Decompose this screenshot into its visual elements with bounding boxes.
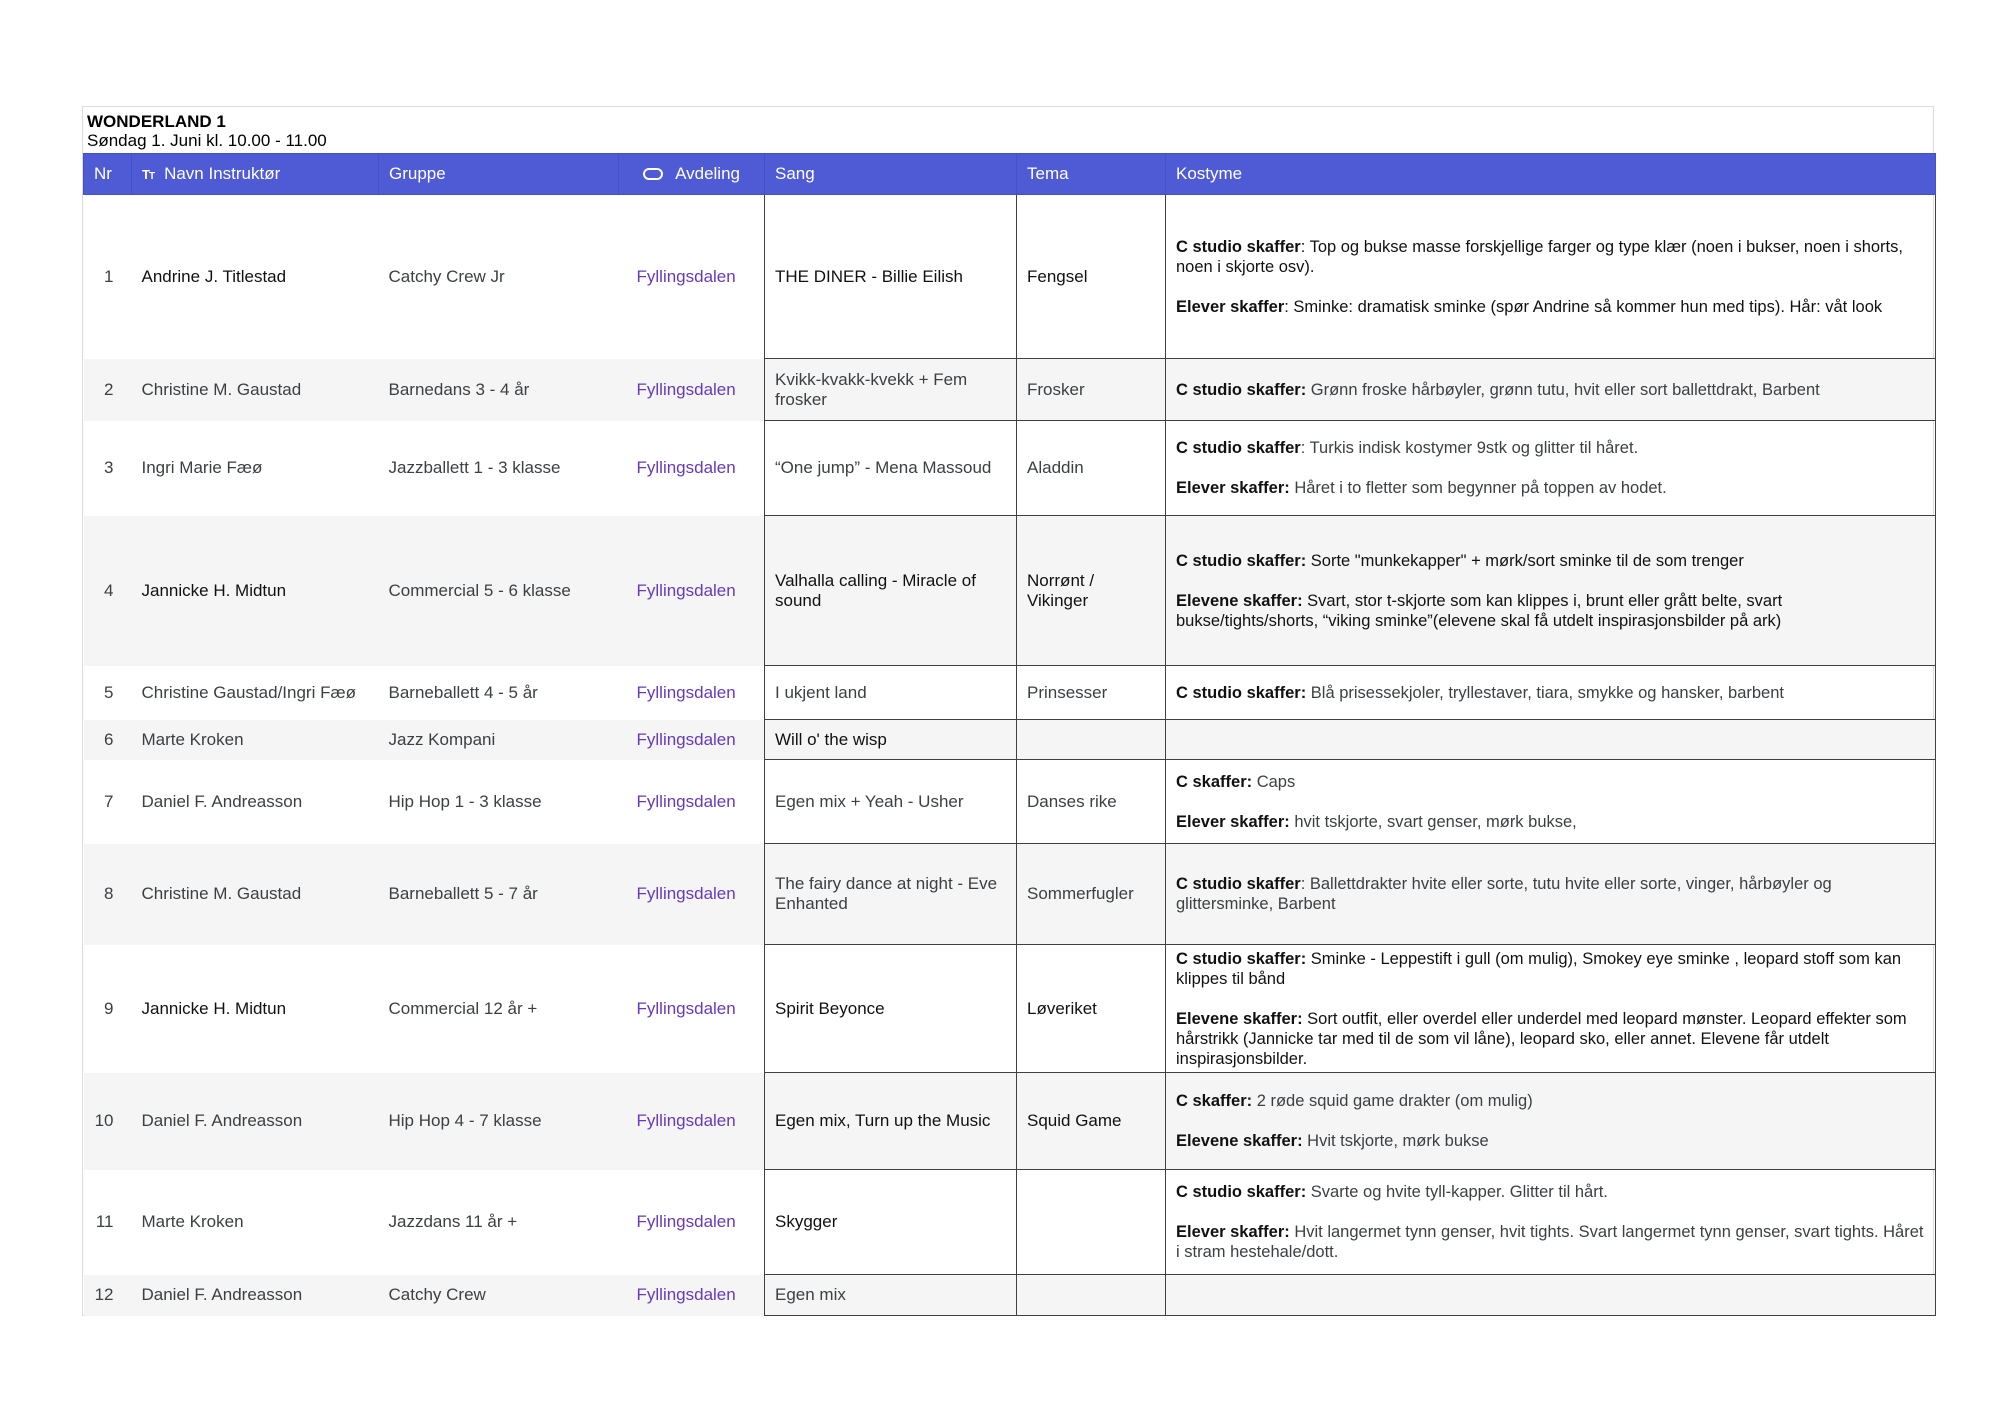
song-cell: “One jump” - Mena Massoud [765, 421, 1017, 516]
costume-line [1176, 1131, 1925, 1151]
row-number: 8 [84, 844, 132, 945]
costume-line-label: C studio skaffer [1176, 439, 1301, 457]
instructor-name: Christine Gaustad/Ingri Fæø [132, 666, 379, 720]
column-header-sang[interactable]: Sang [765, 154, 1017, 195]
instructor-name: Daniel F. Andreasson [132, 1073, 379, 1170]
instructor-name: Ingri Marie Fæø [132, 421, 379, 516]
table-row [84, 844, 1936, 945]
group-name: Jazzdans 11 år + [379, 1170, 619, 1275]
costume-line-label: C skaffer: [1176, 772, 1253, 791]
song-cell: Egen mix, Turn up the Music [765, 1073, 1017, 1170]
costume-cell [1166, 1170, 1936, 1275]
row-number: 10 [84, 1073, 132, 1170]
costume-line-label: C studio skaffer: [1176, 683, 1307, 702]
song-cell: Valhalla calling - Miracle of sound [765, 516, 1017, 666]
group-name: Jazz Kompani [379, 720, 619, 760]
group-name: Hip Hop 4 - 7 klasse [379, 1073, 619, 1170]
theme-cell [1017, 1170, 1166, 1275]
costume-line-text: Sminke - Leppestift i gull (om mulig), Smokey eye sminke , leopard stoff som kan klippes til bånd [1176, 949, 1902, 988]
table-row [84, 195, 1936, 359]
costume-line-label: Elever skaffer [1176, 297, 1285, 316]
costume-gap [1176, 989, 1925, 1009]
costume-line-label: C studio skaffer: [1176, 380, 1307, 399]
costume-gap [1176, 1202, 1925, 1222]
sheet-subtitle: Søndag 1. Juni kl. 10.00 - 11.00 [87, 131, 327, 150]
costume-gap [1176, 1111, 1925, 1131]
costume-line-text: : Top og bukse masse forskjellige farger og type klær (noen i bukser, noen i shorts, noen i skjorte osv). [1176, 237, 1903, 276]
group-name: Barneballett 4 - 5 år [379, 666, 619, 720]
costume-line-label: Elever skaffer: [1176, 479, 1290, 497]
column-header-tema[interactable]: Tema [1017, 154, 1166, 195]
theme-cell: Sommerfugler [1017, 844, 1166, 945]
column-header-navn[interactable] [132, 154, 379, 195]
costume-line-text: Svarte og hvite tyll-kapper. Glitter til hårt. [1306, 1183, 1608, 1201]
group-name: Barneballett 5 - 7 år [379, 844, 619, 945]
costume-cell [1166, 760, 1936, 844]
costume-line-text: Hvit langermet tynn genser, hvit tights. Svart langermet tynn genser, svart tights. Håret i stram hestehale/dott. [1176, 1223, 1924, 1261]
costume-cell [1166, 359, 1936, 421]
department-link[interactable]: Fyllingsdalen [619, 1275, 765, 1316]
costume-line-text: Blå prisessekjoler, tryllestaver, tiara, smykke og hansker, barbent [1306, 683, 1784, 702]
group-name: Barnedans 3 - 4 år [379, 359, 619, 421]
table-row [84, 666, 1936, 720]
row-number: 6 [84, 720, 132, 760]
song-cell: I ukjent land [765, 666, 1017, 720]
costume-line-label: C studio skaffer: [1176, 1183, 1307, 1201]
costume-line [1176, 438, 1925, 458]
costume-line [1176, 1091, 1925, 1111]
department-link[interactable]: Fyllingsdalen [619, 1073, 765, 1170]
costume-line-label: Elevene skaffer: [1176, 591, 1303, 610]
costume-line-text: : Turkis indisk kostymer 9stk og glitter til håret. [1300, 439, 1639, 457]
costume-line-text: Caps [1252, 772, 1296, 791]
row-number: 4 [84, 516, 132, 666]
costume-cell [1166, 421, 1936, 516]
theme-cell: Danses rike [1017, 760, 1166, 844]
department-link[interactable]: Fyllingsdalen [619, 359, 765, 421]
row-number: 5 [84, 666, 132, 720]
table-row [84, 516, 1936, 666]
theme-cell: Fengsel [1017, 195, 1166, 359]
costume-line-text: 2 røde squid game drakter (om mulig) [1252, 1092, 1533, 1110]
department-link[interactable]: Fyllingsdalen [619, 844, 765, 945]
column-header-avdeling[interactable] [619, 154, 765, 195]
table-row [84, 421, 1936, 516]
column-header-navn-label: Navn Instruktør [164, 164, 281, 183]
department-link[interactable]: Fyllingsdalen [619, 516, 765, 666]
table-row [84, 359, 1936, 421]
row-number: 11 [84, 1170, 132, 1275]
costume-cell [1166, 666, 1936, 720]
group-name: Hip Hop 1 - 3 klasse [379, 760, 619, 844]
costume-line [1176, 591, 1925, 631]
costume-line-label: Elevene skaffer: [1176, 1132, 1303, 1150]
song-cell: Egen mix + Yeah - Usher [765, 760, 1017, 844]
costume-gap [1176, 458, 1925, 478]
costume-gap [1176, 792, 1925, 812]
table-row [84, 720, 1936, 760]
department-link[interactable]: Fyllingsdalen [619, 195, 765, 359]
instructor-name: Daniel F. Andreasson [132, 1275, 379, 1316]
sheet-title: WONDERLAND 1 [87, 112, 226, 131]
group-name: Commercial 5 - 6 klasse [379, 516, 619, 666]
costume-line-label: C studio skaffer [1176, 237, 1301, 256]
instructor-name: Christine M. Gaustad [132, 359, 379, 421]
column-header-kostyme[interactable]: Kostyme [1166, 154, 1936, 195]
department-link[interactable]: Fyllingsdalen [619, 666, 765, 720]
costume-line-text: hvit tskjorte, svart genser, mørk bukse, [1289, 812, 1577, 831]
link-icon [643, 168, 663, 180]
costume-line [1176, 812, 1925, 832]
instructor-name: Daniel F. Andreasson [132, 760, 379, 844]
song-cell: Will o' the wisp [765, 720, 1017, 760]
song-cell: Kvikk-kvakk-kvekk + Fem frosker [765, 359, 1017, 421]
instructor-name: Jannicke H. Midtun [132, 516, 379, 666]
costume-line [1176, 380, 1925, 400]
costume-line [1176, 949, 1925, 989]
costume-line [1176, 478, 1925, 498]
theme-cell: Prinsesser [1017, 666, 1166, 720]
instructor-name: Marte Kroken [132, 720, 379, 760]
row-number: 7 [84, 760, 132, 844]
costume-line-text: Sort outfit, eller overdel eller underdel med leopard mønster. Leopard effekter som hårstrikk (Jannicke tar med til de som vil låne), leopard sko, eller annet. Elevene får utdelt inspirasjonsbilder. [1176, 1009, 1907, 1068]
header-row [84, 154, 1936, 195]
instructor-name: Andrine J. Titlestad [132, 195, 379, 359]
instructor-name: Marte Kroken [132, 1170, 379, 1275]
theme-cell [1017, 1275, 1166, 1316]
table-row [84, 945, 1936, 1073]
costume-line-text: Grønn froske hårbøyler, grønn tutu, hvit eller sort ballettdrakt, Barbent [1306, 380, 1820, 399]
costume-line-label: Elever skaffer: [1176, 812, 1290, 831]
row-number: 2 [84, 359, 132, 421]
costume-line-label: Elever skaffer: [1176, 1223, 1290, 1241]
table-row [84, 1073, 1936, 1170]
table-row [84, 1170, 1936, 1275]
costume-line-text: : Ballettdrakter hvite eller sorte, tutu hvite eller sorte, vinger, hårbøyler og glittersminke, Barbent [1176, 875, 1832, 913]
costume-line-text: Svart, stor t-skjorte som kan klippes i, brunt eller grått belte, svart bukse/tights/shorts, “viking sminke”(elevene skal få utdelt inspirasjonsbilder på ark) [1176, 591, 1783, 630]
table-row [84, 1275, 1936, 1316]
row-number: 12 [84, 1275, 132, 1316]
costume-line-label: C studio skaffer: [1176, 949, 1307, 968]
column-header-avdeling-label: Avdeling [675, 164, 740, 183]
department-link[interactable]: Fyllingsdalen [619, 760, 765, 844]
costume-gap [1176, 571, 1925, 591]
theme-cell: Frosker [1017, 359, 1166, 421]
costume-cell [1166, 516, 1936, 666]
department-link[interactable]: Fyllingsdalen [619, 421, 765, 516]
theme-cell: Norrønt / Vikinger [1017, 516, 1166, 666]
costume-cell [1166, 195, 1936, 359]
table-row [84, 760, 1936, 844]
theme-cell [1017, 720, 1166, 760]
column-header-gruppe[interactable]: Gruppe [379, 154, 619, 195]
costume-line [1176, 237, 1925, 277]
instructor-name: Christine M. Gaustad [132, 844, 379, 945]
group-name: Jazzballett 1 - 3 klasse [379, 421, 619, 516]
costume-line-text: Håret i to fletter som begynner på toppen av hodet. [1289, 479, 1667, 497]
costume-line [1176, 772, 1925, 792]
costume-line [1176, 683, 1925, 703]
group-name: Catchy Crew Jr [379, 195, 619, 359]
costume-cell [1166, 844, 1936, 945]
text-type-icon: TT [142, 167, 155, 182]
costume-line [1176, 551, 1925, 571]
costume-line-text: Sorte "munkekapper" + mørk/sort sminke til de som trenger [1306, 551, 1744, 570]
schedule-table [83, 153, 1936, 1316]
theme-cell: Squid Game [1017, 1073, 1166, 1170]
song-cell: THE DINER - Billie Eilish [765, 195, 1017, 359]
costume-cell [1166, 720, 1936, 760]
costume-line-label: C studio skaffer [1176, 875, 1301, 893]
costume-line [1176, 1182, 1925, 1202]
costume-line-text: : Sminke: dramatisk sminke (spør Andrine så kommer hun med tips). Hår: våt look [1284, 297, 1883, 316]
song-cell: Spirit Beyonce [765, 945, 1017, 1073]
costume-cell [1166, 945, 1936, 1073]
theme-cell: Løveriket [1017, 945, 1166, 1073]
costume-line [1176, 297, 1925, 317]
costume-cell [1166, 1275, 1936, 1316]
costume-line-label: C studio skaffer: [1176, 551, 1307, 570]
department-link[interactable]: Fyllingsdalen [619, 945, 765, 1073]
theme-cell: Aladdin [1017, 421, 1166, 516]
costume-line [1176, 874, 1925, 914]
costume-line [1176, 1222, 1925, 1262]
song-cell: Skygger [765, 1170, 1017, 1275]
row-number: 9 [84, 945, 132, 1073]
costume-line [1176, 1009, 1925, 1069]
group-name: Catchy Crew [379, 1275, 619, 1316]
song-cell: Egen mix [765, 1275, 1017, 1316]
row-number: 3 [84, 421, 132, 516]
group-name: Commercial 12 år + [379, 945, 619, 1073]
instructor-name: Jannicke H. Midtun [132, 945, 379, 1073]
row-number: 1 [84, 195, 132, 359]
schedule-sheet [82, 106, 1934, 1316]
department-link[interactable]: Fyllingsdalen [619, 720, 765, 760]
column-header-nr[interactable]: Nr [84, 154, 132, 195]
costume-cell [1166, 1073, 1936, 1170]
department-link[interactable]: Fyllingsdalen [619, 1170, 765, 1275]
costume-line-label: C skaffer: [1176, 1092, 1253, 1110]
costume-gap [1176, 277, 1925, 297]
costume-line-text: Hvit tskjorte, mørk bukse [1302, 1132, 1489, 1150]
costume-line-label: Elevene skaffer: [1176, 1009, 1303, 1028]
song-cell: The fairy dance at night - Eve Enhanted [765, 844, 1017, 945]
